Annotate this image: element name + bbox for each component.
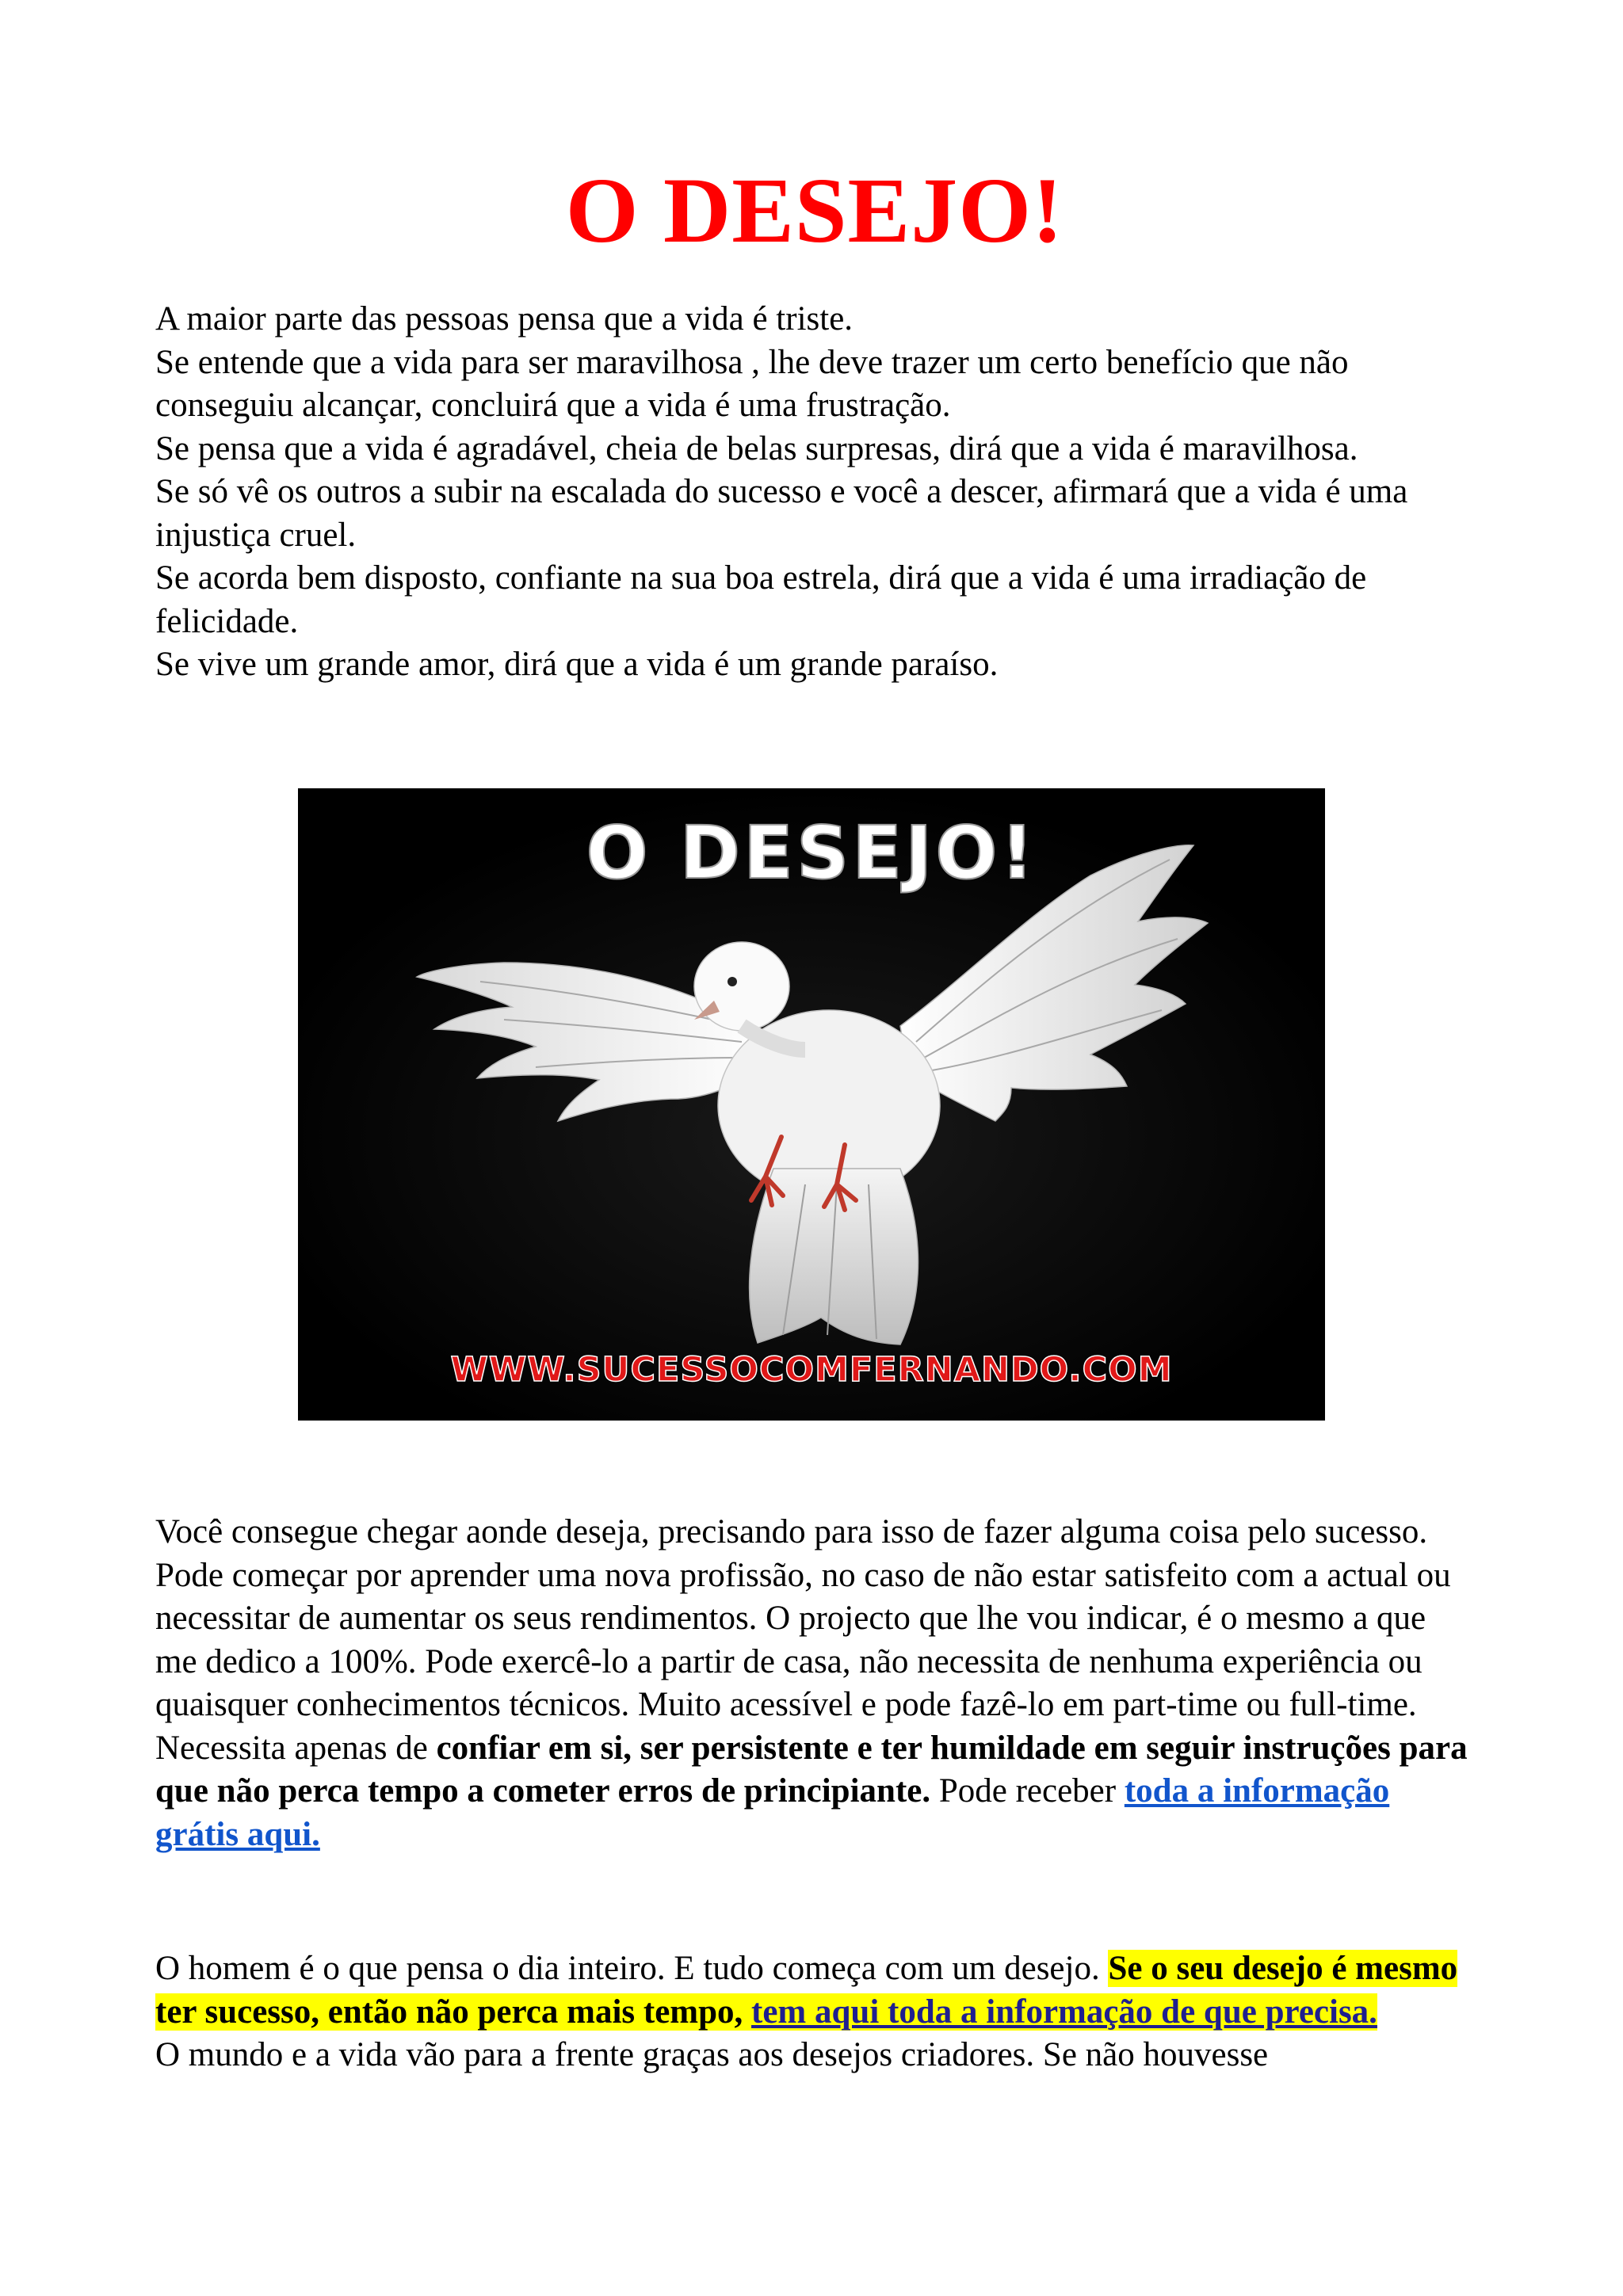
- intro-paragraph: [155, 298, 1474, 687]
- section-2: [155, 1511, 1474, 1856]
- intro-line: Se entende que a vida para ser maravilhosa , lhe deve trazer um certo benefício que não conseguiu alcançar, concluirá que a vida é uma frustração.: [155, 343, 1349, 424]
- dove-image: [298, 788, 1325, 1421]
- section-2-text: Pode começar por aprender uma nova profissão, no caso de não estar satisfeito com a actual ou necessitar de aumentar os seus rendimentos. O projecto que lhe vou indicar, é o mesmo a que me dedico a 100%. Pode exercê-lo a partir de casa, não necessita de nenhuma experiência ou quaisquer conhecimentos técnicos. Muito acessível e pode fazê-lo em part-time ou full-time. Necessita apenas de: [155, 1556, 1451, 1767]
- dove-illustration: [298, 788, 1325, 1421]
- free-info-link[interactable]: toda a informação grátis aqui.: [155, 1772, 1390, 1853]
- intro-line: A maior parte das pessoas pensa que a vida é triste.: [155, 300, 854, 338]
- highlighted-text: Se o seu desejo é mesmo ter sucesso, então não perca mais tempo,: [155, 1950, 1458, 2031]
- section-2-body: [155, 1554, 1474, 1857]
- section-3-last-line: O mundo e a vida vão para a frente graças aos desejos criadores. Se não houvesse: [155, 2036, 1269, 2073]
- image-website-text: WWW.SUCESSOCOMFERNANDO.COM: [450, 1350, 1173, 1390]
- intro-line: Se só vê os outros a subir na escalada do sucesso e você a descer, afirmará que a vida é uma injustiça cruel.: [155, 473, 1408, 554]
- section-2-bold-text: confiar em si, ser persistente e ter humildade em seguir instruções para que não perca tempo a cometer erros de principiante.: [155, 1729, 1468, 1810]
- section-2-text-after: Pode receber: [930, 1772, 1125, 1810]
- info-link[interactable]: tem aqui toda a informação de que precisa.: [751, 1993, 1377, 2031]
- section-3-body: [155, 1947, 1474, 2034]
- section-2-line: Você consegue chegar aonde deseja, precisando para isso de fazer alguma coisa pelo sucesso.: [155, 1513, 1428, 1550]
- section-3-text: O homem é o que pensa o dia inteiro. E tudo começa com um desejo.: [155, 1950, 1109, 1987]
- section-3: [155, 1947, 1474, 2077]
- intro-line: Se pensa que a vida é agradável, cheia de belas surpresas, dirá que a vida é maravilhosa.: [155, 429, 1358, 467]
- page-title: O DESEJO!: [565, 158, 1064, 262]
- image-headline: O DESEJO!: [586, 810, 1037, 895]
- intro-line: Se acorda bem disposto, confiante na sua boa estrela, dirá que a vida é uma irradiação de felicidade.: [155, 559, 1367, 640]
- document-page: [155, 155, 1474, 2073]
- intro-line: Se vive um grande amor, dirá que a vida é um grande paraíso.: [155, 646, 999, 683]
